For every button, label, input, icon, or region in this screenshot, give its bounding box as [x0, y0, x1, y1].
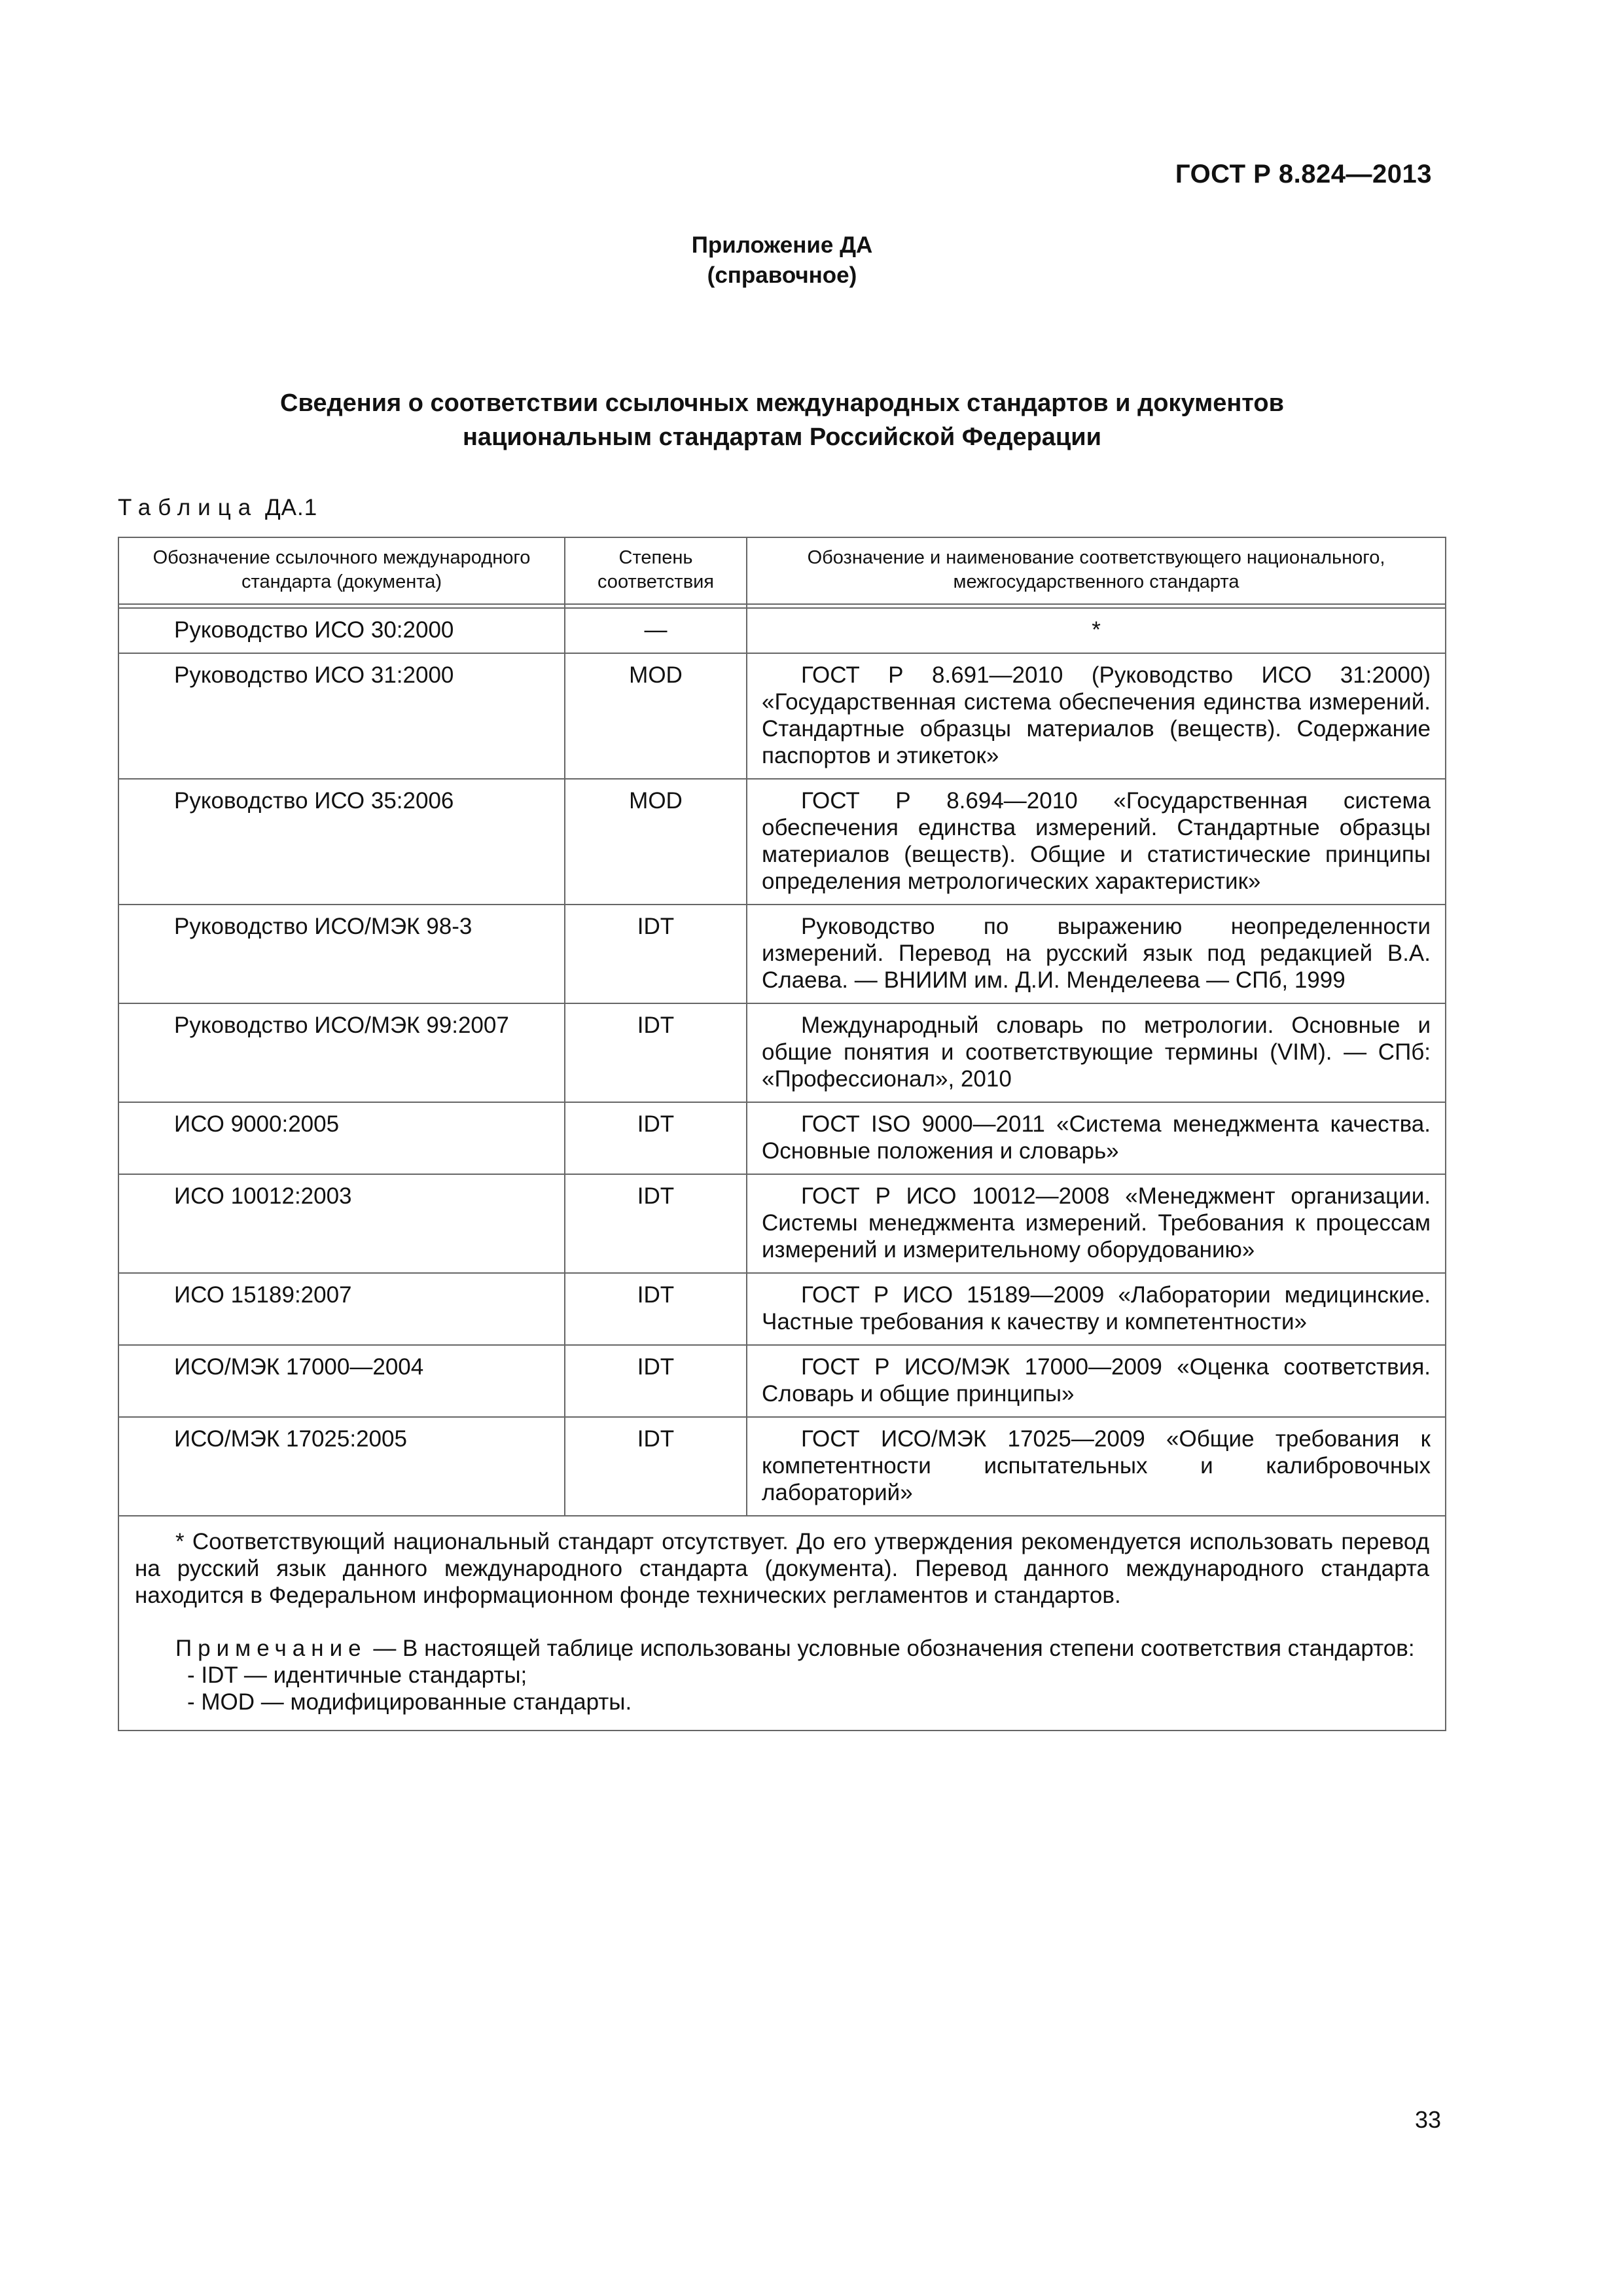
national-cell: Международный словарь по метрологии. Основные и общие понятия и соответствующие термины (VIM). — СПб: «Профессионал», 2010 — [747, 1003, 1446, 1102]
page-number: 33 — [1414, 2106, 1441, 2133]
reference-cell: Руководство ИСО 30:2000 — [118, 608, 565, 653]
table-row — [118, 653, 1446, 779]
reference-cell: Руководство ИСО/МЭК 98-3 — [118, 905, 565, 1003]
degree-cell: MOD — [565, 653, 747, 779]
table-header-row — [118, 537, 1446, 604]
document-title-line: национальным стандартам Российской Федерации — [462, 423, 1101, 451]
national-cell: ГОСТ Р 8.694—2010 «Государственная система обеспечения единства измерений. Стандартные образцы материалов (веществ). Общие и статистические принципы определения метрологических характеристик» — [747, 779, 1446, 905]
national-cell: ГОСТ ISO 9000—2011 «Система менеджмента качества. Основные положения и словарь» — [747, 1102, 1446, 1174]
reference-cell: ИСО 15189:2007 — [118, 1273, 565, 1345]
column-header-national: Обозначение и наименование соответствующего национального, межгосударственного стандарта — [747, 537, 1446, 604]
national-cell: ГОСТ ИСО/МЭК 17025—2009 «Общие требования к компетентности испытательных и калибровочных лабораторий» — [747, 1417, 1446, 1516]
reference-cell: Руководство ИСО 31:2000 — [118, 653, 565, 779]
national-cell: ГОСТ Р ИСО 10012—2008 «Менеджмент организации. Системы менеджмента измерений. Требования к процессам измерений и измерительному оборудованию» — [747, 1174, 1446, 1273]
note-label: Примечание — [175, 1636, 367, 1661]
national-cell: * — [747, 608, 1446, 653]
national-cell: ГОСТ Р ИСО 15189—2009 «Лаборатории медицинские. Частные требования к качеству и компетентности» — [747, 1273, 1446, 1345]
column-header-degree: Степень соответствия — [565, 537, 747, 604]
degree-cell: IDT — [565, 1003, 747, 1102]
degree-cell: IDT — [565, 1102, 747, 1174]
table-row — [118, 1417, 1446, 1516]
table-row — [118, 779, 1446, 905]
reference-cell: ИСО/МЭК 17025:2005 — [118, 1417, 565, 1516]
reference-cell: Руководство ИСО 35:2006 — [118, 779, 565, 905]
degree-cell: IDT — [565, 1345, 747, 1417]
appendix-kind: (справочное) — [707, 262, 857, 288]
footnote: * Соответствующий национальный стандарт отсутствует. До его утверждения рекомендуется использовать перевод на русский язык данного международного стандарта (документа). Перевод данного международного стандарта находится в Федеральном информационном фонде технических регламентов и стандартов. — [135, 1529, 1429, 1608]
note-list-item: - IDT — идентичные стандарты; — [187, 1662, 527, 1688]
document-title — [118, 386, 1446, 454]
reference-cell: ИСО/МЭК 17000—2004 — [118, 1345, 565, 1417]
note-text: — В настоящей таблице использованы условные обозначения степени соответствия стандартов: — [366, 1636, 1415, 1661]
degree-cell: IDT — [565, 905, 747, 1003]
degree-cell: IDT — [565, 1174, 747, 1273]
reference-cell: ИСО 9000:2005 — [118, 1102, 565, 1174]
table-caption-word: Таблица — [118, 495, 259, 520]
document-code: ГОСТ Р 8.824—2013 — [1175, 160, 1432, 188]
table-caption-id: ДА.1 — [258, 495, 318, 520]
appendix-heading — [0, 230, 1564, 291]
degree-cell: MOD — [565, 779, 747, 905]
table-row — [118, 608, 1446, 653]
table-row — [118, 905, 1446, 1003]
table-row — [118, 1003, 1446, 1102]
national-cell: ГОСТ Р 8.691—2010 (Руководство ИСО 31:2000) «Государственная система обеспечения единства измерений. Стандартные образцы материалов (веществ). Содержание паспортов и этикеток» — [747, 653, 1446, 779]
table-footer — [118, 1516, 1446, 1731]
table-row — [118, 1174, 1446, 1273]
national-cell: Руководство по выражению неопределенности измерений. Перевод на русский язык под редакцией В.А. Слаева. — ВНИИМ им. Д.И. Менделеева — СПб, 1999 — [747, 905, 1446, 1003]
degree-cell: IDT — [565, 1417, 747, 1516]
column-header-reference: Обозначение ссылочного международного стандарта (документа) — [118, 537, 565, 604]
note — [135, 1635, 1429, 1662]
table-caption — [118, 495, 317, 521]
degree-cell: — — [565, 608, 747, 653]
table-row — [118, 1102, 1446, 1174]
document-title-line: Сведения о соответствии ссылочных международных стандартов и документов — [280, 389, 1284, 417]
degree-cell: IDT — [565, 1273, 747, 1345]
correspondence-table — [118, 537, 1446, 1731]
table-row — [118, 1345, 1446, 1417]
reference-cell: Руководство ИСО/МЭК 99:2007 — [118, 1003, 565, 1102]
reference-cell: ИСО 10012:2003 — [118, 1174, 565, 1273]
appendix-title: Приложение ДА — [691, 232, 873, 258]
table-row — [118, 1273, 1446, 1345]
note-list-item: - MOD — модифицированные стандарты. — [187, 1689, 632, 1715]
table-footer-row — [118, 1516, 1446, 1731]
national-cell: ГОСТ Р ИСО/МЭК 17000—2009 «Оценка соответствия. Словарь и общие принципы» — [747, 1345, 1446, 1417]
